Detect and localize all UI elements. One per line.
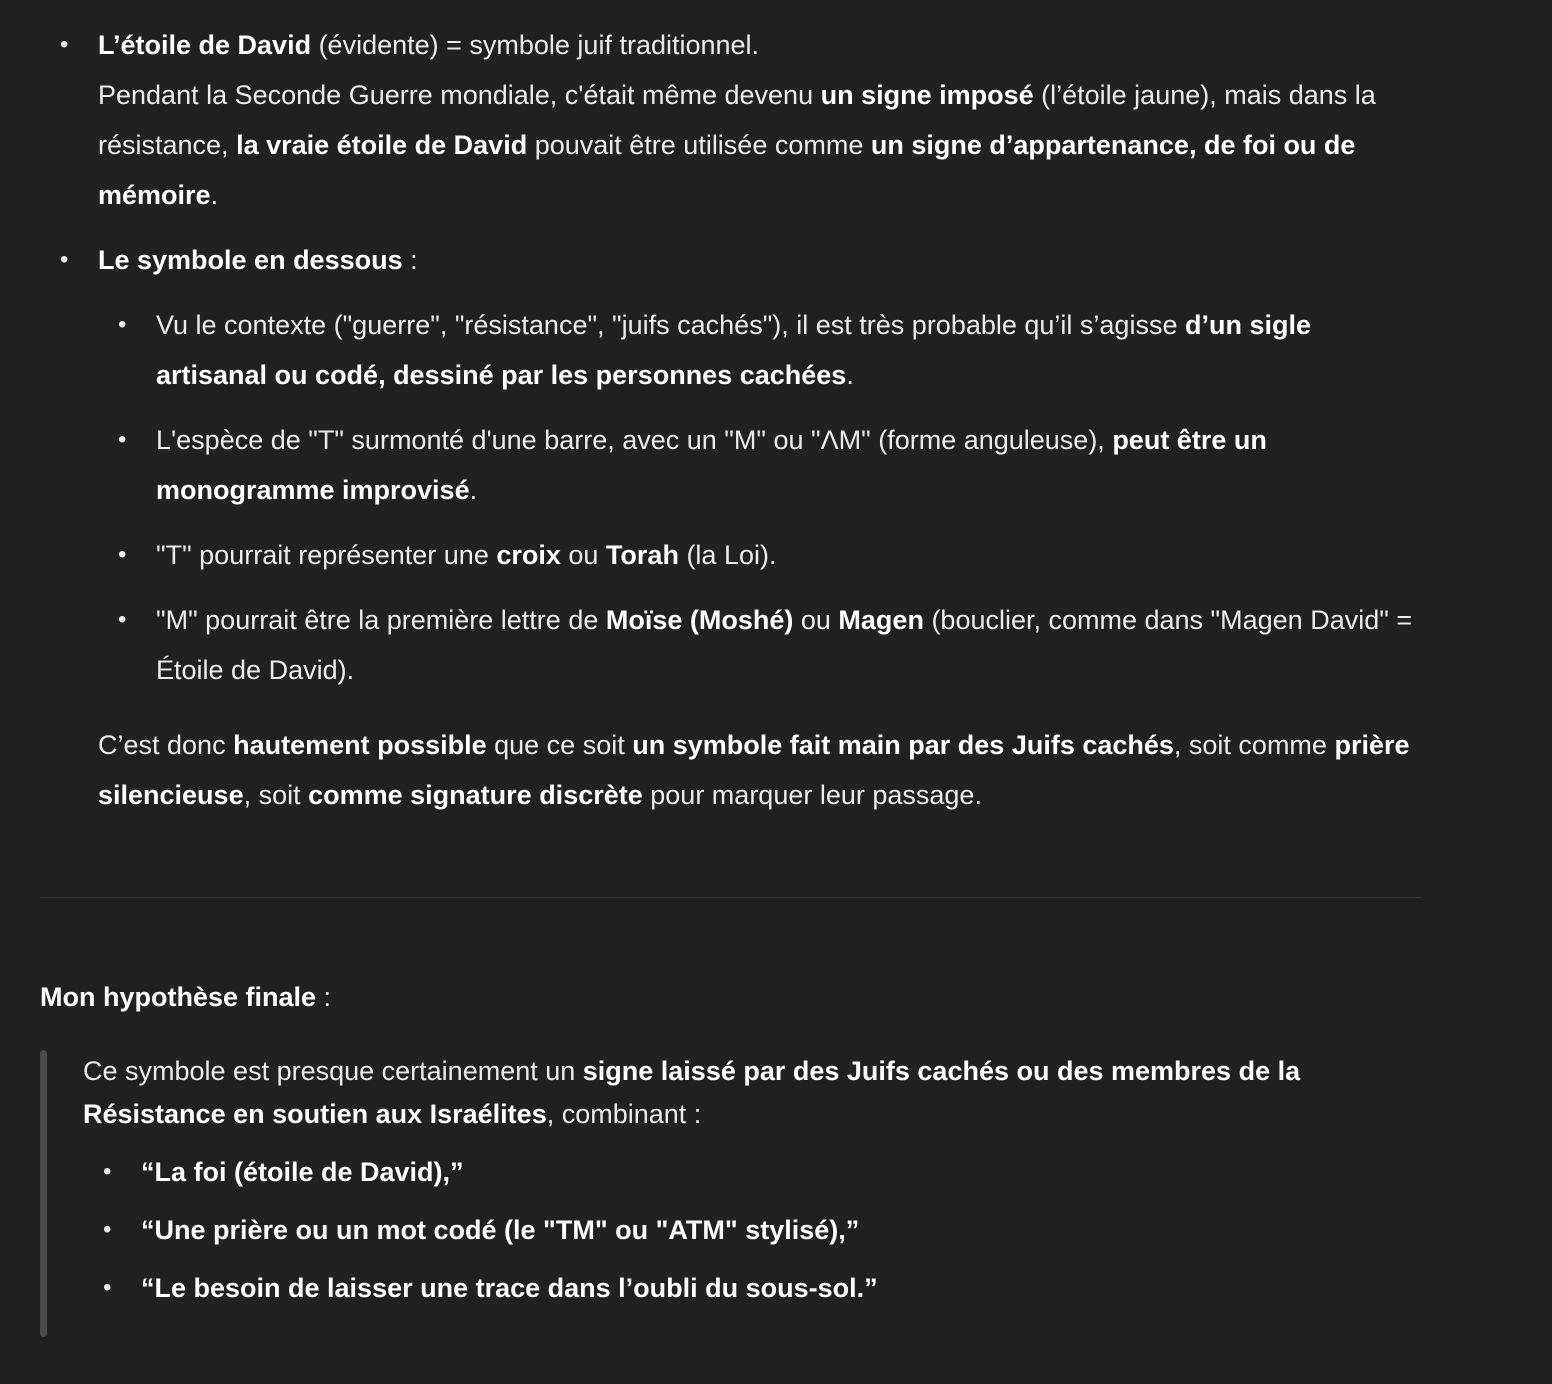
list-item-symbol-below bbox=[40, 235, 1422, 820]
bullet-icon: • bbox=[118, 541, 127, 568]
item-paragraph: Pendant la Seconde Guerre mondiale, c'était même devenu un signe imposé (l’étoile jaune), mais dans la résistance, la vraie étoile de David pouvait être utilisée comme un signe d’appartenance, de foi ou de mémoire. bbox=[98, 80, 1376, 210]
sub-bullet-list bbox=[98, 300, 1422, 695]
blockquote-list-item: • “Une prière ou un mot codé (le "TM" ou "ATM" stylisé),” bbox=[83, 1208, 1403, 1252]
item-title-line: Le symbole en dessous : bbox=[98, 245, 418, 275]
sub-list-item: • "T" pourrait représenter une croix ou Torah (la Loi). bbox=[98, 530, 1422, 580]
blockquote-bar bbox=[40, 1050, 47, 1337]
item-title: L’étoile de David bbox=[98, 30, 312, 60]
blockquote-list-item: • “La foi (étoile de David),” bbox=[83, 1150, 1403, 1194]
bullet-icon: • bbox=[118, 311, 127, 338]
blockquote-list bbox=[83, 1150, 1403, 1310]
sub-list-item: • "M" pourrait être la première lettre de Moïse (Moshé) ou Magen (bouclier, comme dans "Magen David" = Étoile de David). bbox=[98, 595, 1422, 695]
blockquote-list-item: • “Le besoin de laisser une trace dans l’oubli du sous-sol.” bbox=[83, 1266, 1403, 1310]
item-title: Le symbole en dessous bbox=[98, 245, 403, 275]
bullet-icon: • bbox=[60, 246, 69, 273]
blockquote bbox=[40, 1050, 1422, 1337]
bullet-icon: • bbox=[103, 1158, 112, 1185]
sub-list-item: • Vu le contexte ("guerre", "résistance", "juifs cachés"), il est très probable qu’il s’agisse d’un sigle artisanal ou codé, dessiné par les personnes cachées. bbox=[98, 300, 1422, 400]
conclusion-paragraph: C’est donc hautement possible que ce soit un symbole fait main par des Juifs cachés, soit comme prière silencieuse, soit comme signature discrète pour marquer leur passage. bbox=[98, 730, 1410, 810]
horizontal-divider bbox=[40, 897, 1422, 898]
item-title-line: L’étoile de David (évidente) = symbole juif traditionnel. bbox=[98, 30, 760, 60]
main-bullet-list bbox=[40, 20, 1422, 820]
blockquote-text bbox=[83, 1050, 1403, 1324]
bullet-icon: • bbox=[118, 606, 127, 633]
bullet-icon: • bbox=[103, 1274, 112, 1301]
bullet-icon: • bbox=[60, 31, 69, 58]
message-content bbox=[40, 20, 1422, 835]
sub-list-item: • L'espèce de "T" surmonté d'une barre, avec un "M" ou "ΛM" (forme anguleuse), peut être un monogramme improvisé. bbox=[98, 415, 1422, 515]
list-item-star-of-david bbox=[40, 20, 1422, 220]
bullet-icon: • bbox=[118, 426, 127, 453]
blockquote-intro: Ce symbole est presque certainement un signe laissé par des Juifs cachés ou des membres de la Résistance en soutien aux Israélites, combinant : bbox=[83, 1056, 1301, 1129]
bullet-icon: • bbox=[103, 1216, 112, 1243]
final-hypothesis-heading: Mon hypothèse finale : bbox=[40, 982, 332, 1012]
